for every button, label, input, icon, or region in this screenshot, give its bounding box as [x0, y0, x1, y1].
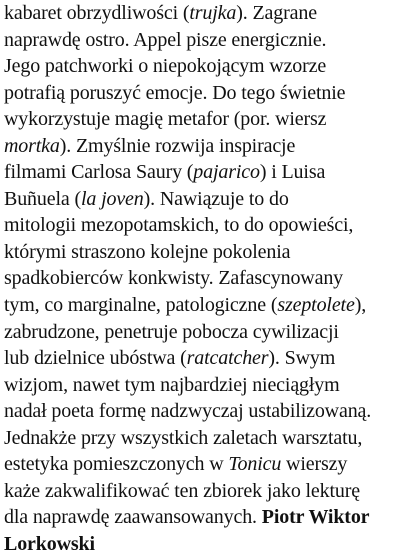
text-line	[4, 186, 408, 213]
italic-title: ratcatcher	[186, 347, 269, 370]
text-line	[4, 531, 408, 557]
text-run: nadał poeta formę nadzwyczaj ustabilizowaną.	[4, 400, 372, 423]
text-run: ). Nawiązuje to do	[143, 187, 289, 210]
text-run: którymi straszono kolejne pokolenia	[4, 240, 291, 263]
text-run: ). Swym	[268, 347, 336, 370]
text-line	[4, 53, 408, 80]
italic-title: mortka	[4, 134, 60, 157]
text-run: dla naprawdę zaawansowanych.	[4, 506, 262, 529]
italic-title: szeptolete	[277, 294, 355, 317]
text-run: estetyka pomieszczonych w	[4, 453, 229, 476]
italic-title: Tonicu	[228, 453, 282, 476]
text-run: kabaret obrzydliwości (	[4, 2, 190, 24]
italic-title: trujka	[189, 2, 237, 24]
author-name: Piotr Wiktor	[261, 506, 370, 529]
text-run: Jednakże przy wszystkich zaletach warsztatu,	[4, 426, 363, 449]
text-line	[4, 319, 408, 346]
text-run: Jego patchworki o niepokojącym wzorze	[4, 55, 327, 78]
text-run: spadkobierców konkwisty. Zafascynowany	[4, 267, 344, 290]
text-line	[4, 27, 408, 54]
text-line	[4, 0, 408, 27]
text-run: wierszy	[281, 453, 348, 476]
text-run: zabrudzone, penetruje pobocza cywilizacji	[4, 320, 339, 343]
text-run: każe zakwalifikować ten zbiorek jako lekturę	[4, 479, 360, 502]
text-line	[4, 159, 408, 186]
text-run: ). Zagrane	[236, 2, 317, 24]
text-run: ),	[354, 294, 367, 317]
text-run: wykorzystuje magię metafor (por. wiersz	[4, 108, 327, 131]
text-line	[4, 265, 408, 292]
text-run: wizjom, nawet tym najbardziej nieciągłym	[4, 373, 340, 396]
text-run: ). Zmyślnie rozwija inspiracje	[59, 134, 296, 157]
text-run: naprawdę ostro. Appel pisze energicznie.	[4, 28, 327, 51]
author-name: Lorkowski	[4, 532, 95, 555]
text-run: filmami Carlosa Saury (	[4, 161, 194, 184]
text-run: tym, co marginalne, patologiczne (	[4, 294, 278, 317]
text-run: Buñuela (	[4, 187, 81, 210]
text-line	[4, 80, 408, 107]
text-line	[4, 372, 408, 399]
text-line	[4, 345, 408, 372]
italic-title: pajarico	[193, 161, 260, 184]
text-line	[4, 425, 408, 452]
text-run: mitologii mezopotamskich, to do opowieści,	[4, 214, 354, 237]
text-line	[4, 478, 408, 505]
text-run: lub dzielnice ubóstwa (	[4, 347, 187, 370]
text-run: ) i Luisa	[259, 161, 326, 184]
italic-title: la joven	[80, 187, 144, 210]
text-line	[4, 133, 408, 160]
text-line	[4, 106, 408, 133]
text-line	[4, 212, 408, 239]
text-run: potrafią poruszyć emocje. Do tego świetnie	[4, 81, 346, 104]
text-line	[4, 504, 408, 531]
text-line	[4, 239, 408, 266]
text-line	[4, 398, 408, 425]
text-line	[4, 451, 408, 478]
text-line	[4, 292, 408, 319]
